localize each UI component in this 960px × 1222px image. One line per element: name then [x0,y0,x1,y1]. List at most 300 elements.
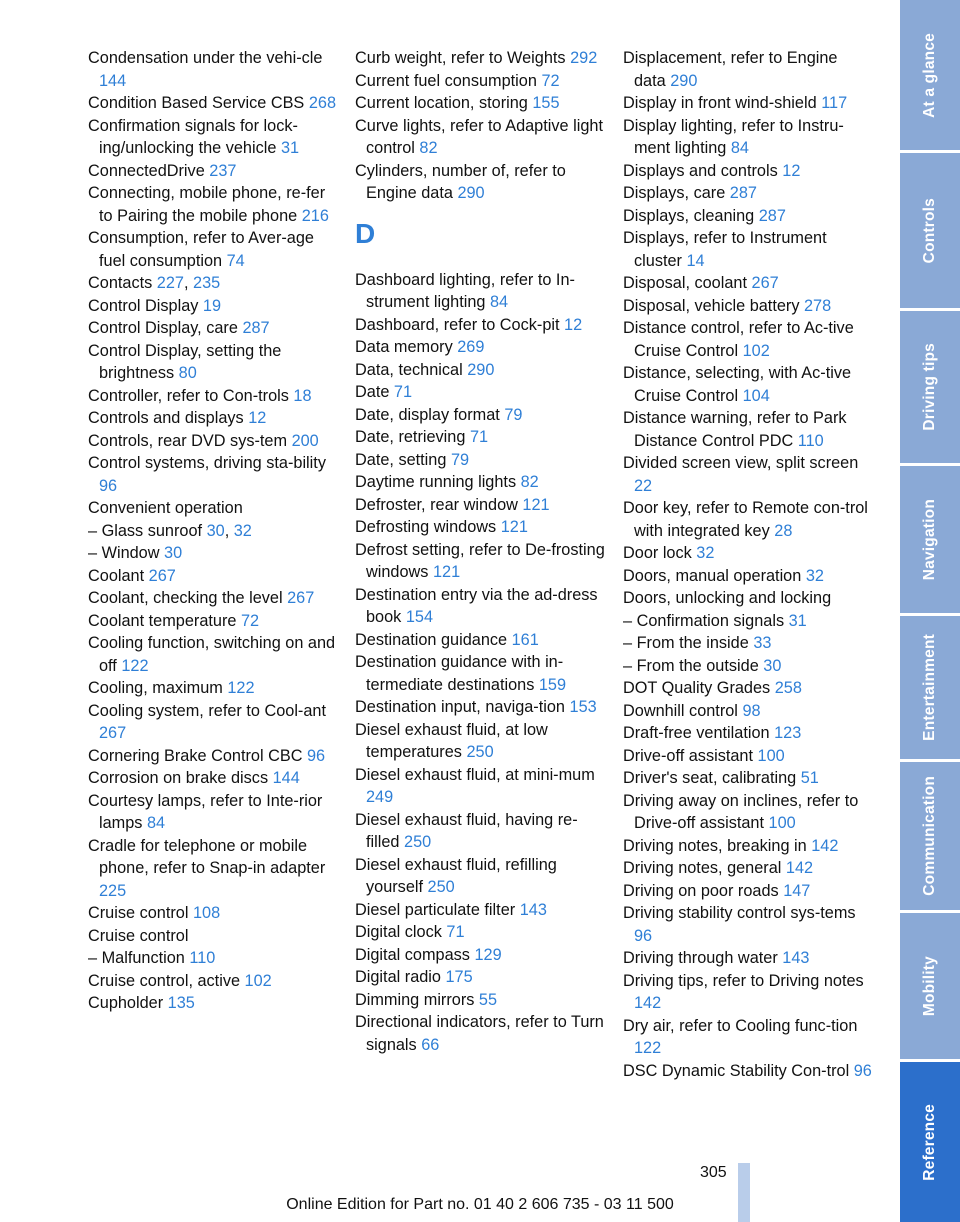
index-entry [355,47,605,70]
page-link[interactable]: 110 [797,431,824,450]
entry-text: Digital clock [355,923,447,941]
entry-text: Connecting, mobile phone, re-fer to Pairing the mobile phone [88,184,326,225]
index-entry [355,584,605,629]
page-link[interactable]: 14 [686,251,705,270]
entry-text: Cruise control [88,926,189,945]
page-link[interactable]: 267 [287,589,315,607]
index-entry [355,70,605,93]
index-entry [88,182,338,227]
index-entry [88,767,338,790]
entry-text: Controls, rear DVD sys-tem [88,431,292,450]
entry-text: Curve lights, refer to Adaptive light control [355,116,603,157]
index-entry [88,340,338,385]
entry-text: Diesel exhaust fluid, at low temperatures [355,720,548,761]
entry-text: Destination guidance [355,630,512,649]
index-entry [88,610,338,633]
index-entry [355,966,605,989]
index-entry [623,317,873,362]
page-link[interactable]: 82 [520,473,539,491]
page-link[interactable]: 250 [404,833,432,851]
index-entry [623,92,873,115]
index-subentry: – Glass sunroof 30, 32 [88,521,252,540]
index-entry [623,542,873,565]
index-entry [355,269,605,314]
entry-text: Daytime running lights [355,473,521,491]
index-entry [88,632,338,677]
page-link[interactable]: 71 [393,383,413,401]
entry-text: Drive-off assistant [623,746,758,765]
page-link[interactable]: 200 [291,431,319,450]
page-link[interactable]: 18 [293,386,312,405]
index-entry [623,745,873,768]
page-link[interactable]: 154 [405,608,434,626]
page-link[interactable]: 269 [457,338,485,356]
entry-text: Date, retrieving [355,428,470,446]
chapter-sidebar [900,0,960,1222]
page-link[interactable]: 147 [783,881,811,900]
page-link[interactable]: 79 [450,450,470,469]
index-entry [355,719,605,764]
index-entry [88,992,338,1015]
index-subentry [623,655,873,678]
sidebar-tab-label: Mobility [921,955,938,1017]
entry-text: Controller, refer to Con-trols [88,386,294,405]
index-entry [355,404,605,427]
index-entry [623,452,873,497]
index-entry [623,902,873,947]
page-link[interactable]: 216 [301,206,329,225]
entry-text: Draft-free ventilation [623,724,775,742]
page-link[interactable]: 96 [634,926,653,945]
page-link[interactable]: 153 [569,698,597,716]
index-entry [355,629,605,652]
page-link[interactable]: 100 [757,746,785,765]
entry-text: Driving notes, breaking in [623,836,812,855]
page-link[interactable]: 129 [474,945,502,964]
entry-text: Cruise control [88,904,193,922]
page-link[interactable]: 82 [419,139,438,157]
entry-text: Distance control, refer to Ac-tive Cruise Control [623,319,854,360]
sidebar-tab-label: Controls [921,197,938,264]
index-entry [88,565,338,588]
index-entry [623,700,873,723]
page-link[interactable]: 290 [457,184,485,202]
index-entry [623,970,873,1015]
page-link[interactable]: 143 [782,949,810,967]
index-subentry [623,632,873,655]
entry-text: Corrosion on brake discs [88,769,273,787]
entry-text: Door key, refer to Remote con-trol with integrated key [623,499,868,540]
entry-text: Driving away on inclines, refer to Drive-off assistant [623,791,859,832]
entry-text: Displays and controls [623,161,783,180]
entry-text: Controls and displays [88,409,249,427]
index-entry [355,809,605,854]
index-entry [88,227,338,272]
entry-text: Cylinders, number of, refer to Engine data [355,161,566,202]
index-entry [88,452,338,497]
index-entry [88,407,338,430]
index-entry [88,790,338,835]
page-link[interactable]: 31 [280,139,300,157]
page-link[interactable]: 278 [804,296,832,315]
page-link[interactable]: 235 [193,274,221,292]
page-link[interactable]: 74 [226,251,245,270]
entry-text: DSC Dynamic Stability Con-trol [623,1061,854,1080]
index-column-3 [623,47,873,1082]
page-link[interactable]: 290 [670,71,698,90]
entry-text: Cruise control, active [88,971,245,990]
entry-text: Current fuel consumption [355,71,542,90]
page-link[interactable]: 142 [811,836,839,855]
index-entry [88,745,338,768]
entry-text: Coolant [88,566,149,585]
entry-text: Convenient operation [88,499,243,517]
entry-text: Driving notes, general [623,859,786,877]
page-link[interactable]: 267 [99,724,127,742]
page-link[interactable]: 225 [99,881,127,900]
index-entry [88,430,338,453]
index-entry [88,700,338,745]
page-link[interactable]: 135 [167,994,195,1012]
entry-text: Coolant temperature [88,611,241,630]
page-link[interactable]: 51 [800,769,819,787]
page-link[interactable]: 104 [742,386,770,405]
entry-text: Date, setting [355,450,451,469]
index-entry [623,587,873,610]
index-entry [355,899,605,922]
page-link[interactable]: 117 [821,94,848,112]
entry-text: Destination guidance with in-termediate destinations [355,653,564,694]
entry-text: Condition Based Service CBS [88,94,309,112]
page-link[interactable]: 108 [192,904,221,922]
entry-text: Cooling function, switching on and off [88,634,336,675]
index-entry [623,947,873,970]
index-entry [355,115,605,160]
index-entry [88,497,338,520]
entry-text: – Confirmation signals [623,611,789,630]
sidebar-tab-at-a-glance[interactable] [900,0,960,150]
page-link[interactable]: 84 [146,814,166,832]
entry-text: Confirmation signals for lock-ing/unlocking the vehicle [88,116,298,157]
index-entry [623,272,873,295]
index-entry [623,227,873,272]
index-entry [623,767,873,790]
index-entry [88,970,338,993]
entry-text: Displays, refer to Instrument cluster [623,229,827,270]
index-entry [623,115,873,160]
page-link[interactable]: 161 [511,630,539,649]
page-link[interactable]: 267 [751,274,779,292]
entry-text: – Malfunction [88,949,190,967]
index-subentry [623,610,873,633]
page-link[interactable]: 96 [306,746,326,765]
entry-text: Date, display format [355,405,505,424]
index-entry [355,381,605,404]
entry-text: Cooling, maximum [88,679,228,697]
index-subentry [88,542,338,565]
entry-text: Condensation under the vehi-cle [88,49,323,67]
index-subentry [88,947,338,970]
index-entry [355,1011,605,1056]
entry-text: Cupholder [88,994,168,1012]
entry-text: Distance warning, refer to Park Distance Control PDC [623,409,847,450]
page-link[interactable]: 30 [763,656,782,675]
page-link[interactable]: 143 [519,900,547,919]
index-entry [88,160,338,183]
entry-text: Disposal, coolant [623,274,752,292]
entry-text: Cooling system, refer to Cool-ant [88,701,326,720]
sidebar-tab-label: Entertainment [921,634,938,741]
page-link[interactable]: 28 [774,521,793,540]
page-link[interactable]: 290 [467,360,495,379]
entry-text: Displays, cleaning [623,206,759,225]
entry-text: Door lock [623,544,697,562]
entry-text: – Glass sunroof [88,521,207,540]
page-link[interactable]: 100 [768,814,796,832]
page-link[interactable]: 175 [445,968,473,986]
index-entry [88,295,338,318]
entry-text: Control Display, setting the brightness [88,341,282,382]
sidebar-tab-label: At a glance [921,32,938,118]
page-link[interactable]: 122 [227,679,255,697]
page-link[interactable]: 267 [148,566,176,585]
index-entry [355,651,605,696]
page-link[interactable]: 250 [466,743,494,761]
index-entry [88,587,338,610]
page-link[interactable]: 33 [753,634,772,652]
page-link[interactable]: 71 [446,923,465,941]
page-link[interactable]: 287 [758,206,786,225]
page-link[interactable]: 84 [489,293,509,311]
page-link[interactable]: 250 [427,878,455,896]
page-link[interactable]: 31 [788,611,807,630]
page-link[interactable]: 292 [570,49,598,67]
entry-text: – Window [88,544,165,562]
page-link[interactable]: 12 [248,409,267,427]
entry-text: Dashboard, refer to Cock-pit [355,315,565,334]
index-entry [355,696,605,719]
index-entry [623,295,873,318]
entry-text: Contacts [88,274,157,292]
index-entry [623,205,873,228]
entry-text: Display in front wind-shield [623,94,822,112]
page-link[interactable]: 98 [742,701,761,720]
index-entry [355,471,605,494]
page-number: 305 [700,1164,727,1181]
page-link[interactable]: 159 [538,675,567,694]
entry-text: Doors, manual operation [623,566,806,585]
page-link[interactable]: 55 [478,990,498,1009]
sidebar-tab-driving-tips[interactable] [900,311,960,463]
entry-text: Diesel particulate filter [355,900,520,919]
page-link[interactable]: 227 [156,274,184,292]
index-entry [623,362,873,407]
entry-text: – From the inside [623,634,754,652]
entry-text: Digital radio [355,968,446,986]
page-link[interactable]: 121 [432,563,461,581]
index-entry [88,925,338,948]
entry-text: Diesel exhaust fluid, having re-filled [355,810,578,851]
index-entry [88,835,338,903]
sidebar-tab-navigation[interactable] [900,466,960,613]
footer-text: Online Edition for Part no. 01 40 2 606 735 - 03 11 500 [286,1196,674,1213]
index-entry [623,1015,873,1060]
entry-text: Disposal, vehicle battery [623,296,804,315]
page-link[interactable]: 102 [244,971,272,990]
entry-text: Dimming mirrors [355,990,479,1009]
index-entry [623,160,873,183]
page-link[interactable]: 12 [564,315,583,334]
page-link[interactable]: 71 [469,428,489,446]
entry-text: Driving tips, refer to Driving notes [623,971,864,990]
entry-text: Driving on poor roads [623,881,784,900]
sidebar-tab-label: Navigation [921,498,938,581]
index-entry [623,835,873,858]
index-entry [355,854,605,899]
page-link[interactable]: 32 [805,566,824,585]
page-link[interactable]: 96 [99,476,118,495]
page-link[interactable]: 155 [532,94,560,112]
entry-text: Downhill control [623,701,743,720]
entry-text: Courtesy lamps, refer to Inte-rior lamps [88,791,323,832]
index-entry [88,317,338,340]
page-link[interactable]: 22 [634,476,653,495]
index-column-1 [88,47,338,1015]
entry-text: Driver's seat, calibrating [623,769,801,787]
index-entry [623,182,873,205]
entry-text: Control Display [88,296,203,315]
index-entry [88,92,338,115]
index-entry [88,385,338,408]
entry-text: Diesel exhaust fluid, at mini-mum [355,765,595,784]
page-link[interactable]: 84 [730,139,749,157]
index-entry [355,989,605,1012]
page-link[interactable]: 258 [774,679,802,697]
page-link[interactable]: 122 [121,656,149,675]
page-link[interactable]: 121 [522,495,550,514]
entry-text: Data memory [355,338,458,356]
page-link[interactable]: 287 [242,319,270,337]
entry-text: Diesel exhaust fluid, refilling yourself [355,855,557,896]
index-entry [355,449,605,472]
page-link[interactable]: 268 [308,94,336,112]
index-entry [355,426,605,449]
entry-text: Defrost setting, refer to De-frosting windows [355,540,605,581]
index-entry [88,47,338,92]
entry-text: Coolant, checking the level [88,589,288,607]
page-link[interactable]: 32 [233,521,252,540]
page-link[interactable]: 30 [164,544,183,562]
entry-text: Directional indicators, refer to Turn signals [355,1013,604,1054]
page-link[interactable]: 19 [202,296,222,315]
page-link[interactable]: 12 [782,161,801,180]
index-entry [623,790,873,835]
entry-text: Consumption, refer to Aver-age fuel consumption [88,229,314,270]
entry-text: Driving stability control sys-tems [623,904,856,922]
sidebar-tab-controls[interactable] [900,153,960,308]
index-entry [355,764,605,809]
index-entry [355,160,605,205]
index-entry [623,407,873,452]
page-link[interactable]: 237 [209,161,237,180]
entry-text: Dashboard lighting, refer to In-strument lighting [355,270,575,311]
entry-text: Current location, storing [355,94,533,112]
index-entry [623,1060,873,1083]
entry-text: Driving through water [623,949,783,967]
page-link[interactable]: 249 [366,788,394,806]
page-link[interactable]: 142 [634,994,662,1012]
entry-text: Display lighting, refer to Instru-ment lighting [623,116,844,157]
page-link[interactable]: 121 [500,518,528,536]
entry-text: Cornering Brake Control CBC [88,746,307,765]
page-link[interactable]: 96 [853,1061,872,1080]
entry-text: Defrosting windows [355,518,501,536]
index-entry [623,47,873,92]
page-link[interactable]: 144 [272,769,300,787]
index-entry [355,516,605,539]
entry-text: Dry air, refer to Cooling func-tion [623,1016,858,1035]
page-link[interactable]: 102 [742,341,770,360]
entry-text: Distance, selecting, with Ac-tive Cruise Control [623,364,852,405]
page-link[interactable]: 66 [421,1035,440,1054]
entry-text: Defroster, rear window [355,495,523,514]
sidebar-tab-label: Reference [921,1103,938,1181]
page-link[interactable]: 80 [178,364,197,382]
index-entry [88,677,338,700]
index-entry [623,677,873,700]
entry-text: Displays, care [623,184,730,202]
index-entry [355,314,605,337]
entry-text: Doors, unlocking and locking [623,589,832,607]
page-link[interactable]: 72 [541,71,560,90]
index-column-2 [355,47,605,1056]
section-letter: D [355,217,376,249]
entry-text: ConnectedDrive [88,161,210,180]
entry-text: DOT Quality Grades [623,679,775,697]
index-entry [355,539,605,584]
index-entry: Contacts 227, 235 [88,274,221,292]
page-link[interactable]: 123 [774,724,802,742]
sidebar-tab-entertainment[interactable] [900,616,960,759]
index-entry [623,880,873,903]
page-link[interactable]: 30 [206,521,225,540]
sidebar-tab-label: Communication [921,776,938,896]
entry-text: Divided screen view, split screen [623,454,859,472]
index-entry [355,92,605,115]
entry-text: Curb weight, refer to Weights [355,49,571,67]
sidebar-tab-communication[interactable] [900,762,960,910]
page-link[interactable]: 142 [785,859,814,877]
page-link[interactable]: 110 [189,949,216,967]
entry-text: Control Display, care [88,319,243,337]
page-link[interactable]: 144 [99,71,127,90]
page-link[interactable]: 32 [696,544,715,562]
page-link[interactable]: 122 [634,1039,662,1057]
page-link[interactable]: 72 [240,611,260,630]
index-entry [355,921,605,944]
sidebar-tab-mobility[interactable] [900,913,960,1059]
page-link[interactable]: 287 [729,184,757,202]
index-entry [88,902,338,925]
entry-text: – From the outside [623,656,764,675]
index-entry [623,497,873,542]
index-entry [355,494,605,517]
entry-text: Destination entry via the ad-dress book [355,585,598,626]
page-link[interactable]: 79 [504,405,523,424]
index-entry [623,722,873,745]
entry-text: Displacement, refer to Engine data [623,49,838,90]
index-entry [88,115,338,160]
